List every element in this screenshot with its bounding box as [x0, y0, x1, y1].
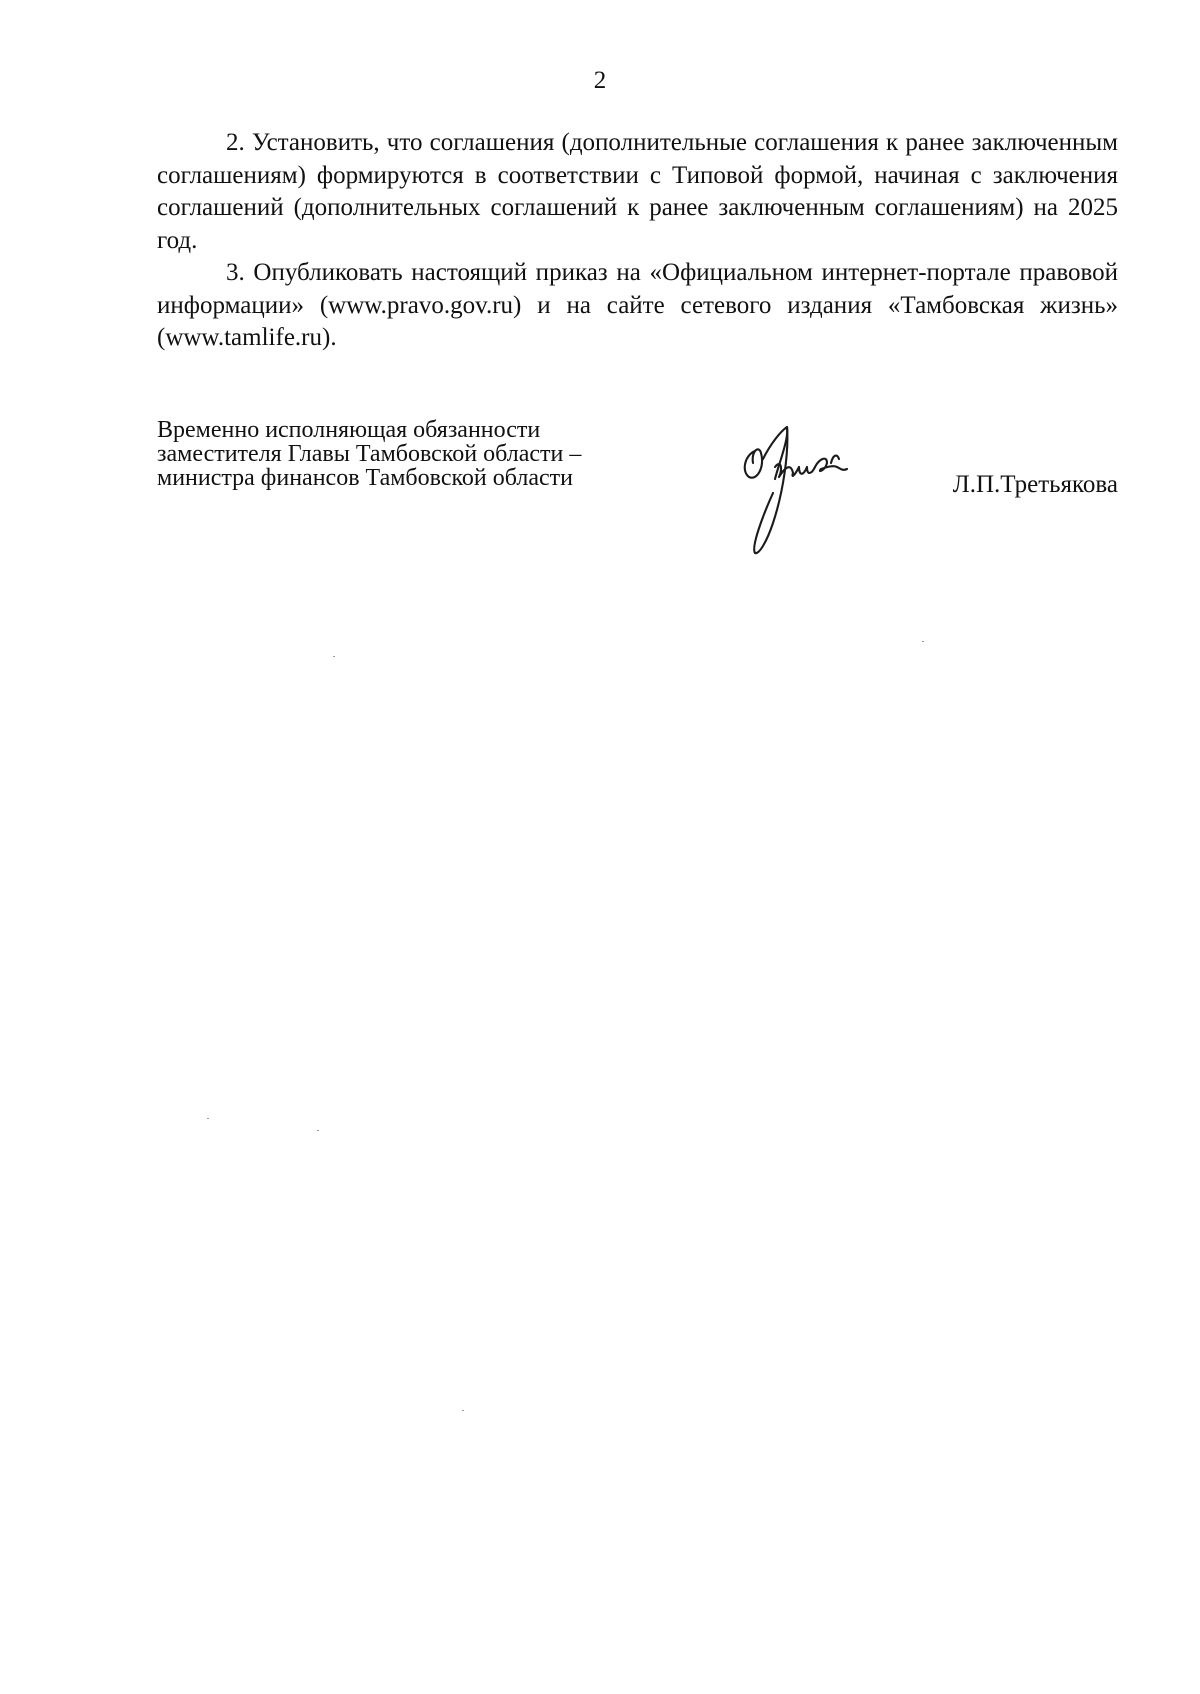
signature-block	[157, 418, 1118, 568]
scan-speck	[333, 656, 335, 657]
signer-position	[157, 418, 677, 490]
scan-speck	[207, 1118, 209, 1119]
handwritten-signature	[739, 423, 899, 568]
scan-speck	[462, 1410, 464, 1411]
paragraph-3: 3. Опубликовать настоящий приказ на «Официальном интернет-портале правовой информации» (www.pravo.gov.ru) и на сайте сетевого издания «Тамбовская жизнь» (www.tamlife.ru).	[157, 259, 1118, 351]
paragraph-2: 2. Установить, что соглашения (дополнительные соглашения к ранее заключенным соглашениям) формируются в соответствии с Типовой формой, начиная с заключения соглашений (дополнительных соглашений к ранее заключенным соглашениям) на 2025 год.	[157, 129, 1118, 254]
signer-position-line: заместителя Главы Тамбовской области –	[157, 441, 582, 467]
scan-speck	[317, 1130, 319, 1131]
document-body	[157, 127, 1118, 355]
signer-name: Л.П.Третьякова	[952, 471, 1118, 498]
signer-position-line: Временно исполняющая обязанности	[157, 417, 541, 443]
scan-speck	[922, 641, 924, 642]
signer-position-line: министра финансов Тамбовской области	[157, 465, 573, 491]
page-number: 2	[593, 67, 607, 94]
